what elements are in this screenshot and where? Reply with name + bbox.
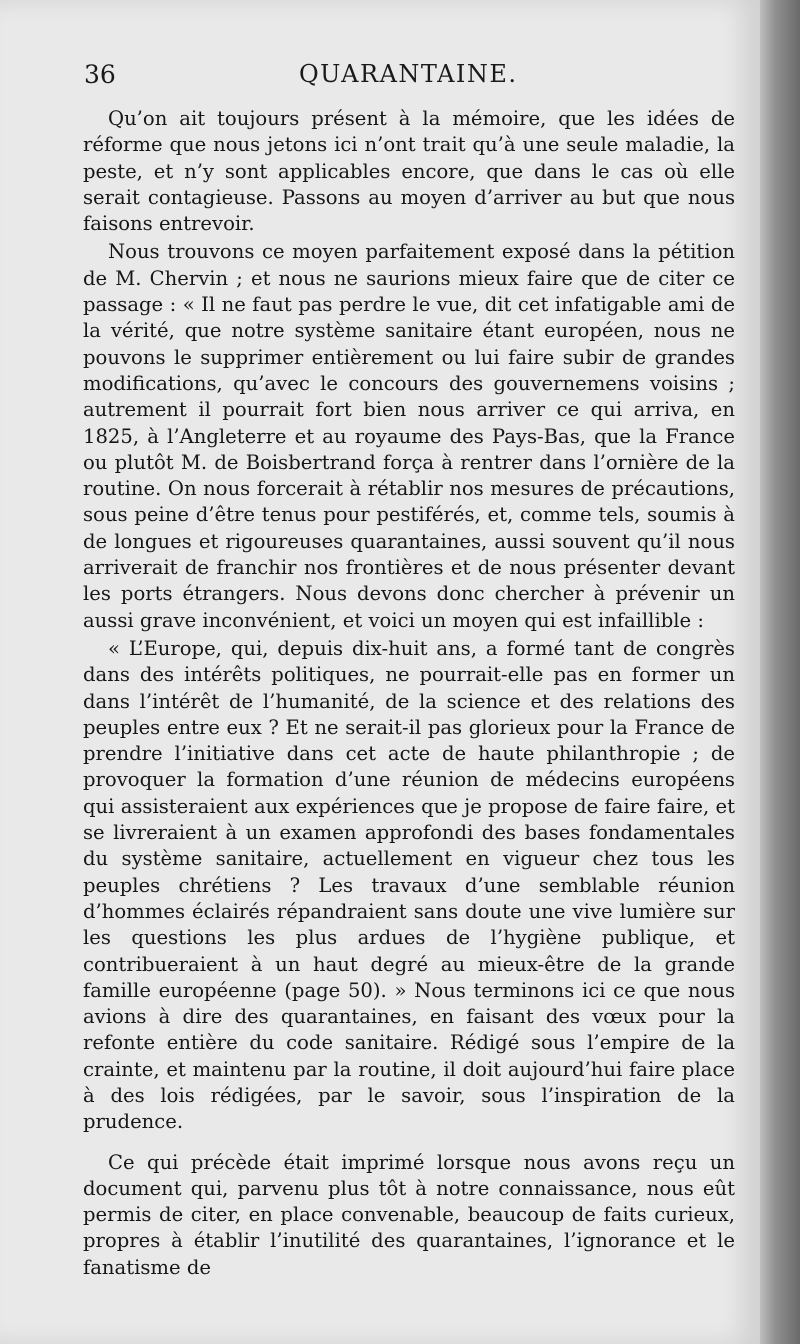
page-gutter	[760, 0, 800, 1344]
running-title: QUARANTAINE.	[299, 60, 518, 88]
body-text	[83, 106, 735, 1281]
paragraph: Nous trouvons ce moyen parfaitement exposé dans la pétition de M. Chervin ; et nous ne saurions mieux faire que de citer ce passage : « Il ne faut pas perdre le vue, dit cet infatigable ami de la vérité, que notre système sanitaire étant européen, nous ne pouvons le supprimer entièrement ou lui faire subir de grandes modifications, qu’avec le concours des gouvernemens voisins ; autrement il pourrait fort bien nous arriver ce qui arriva, en 1825, à l’Angleterre et au royaume des Pays-Bas, que la France ou plutôt M. de Boisbertrand força à rentrer dans l’ornière de la routine. On nous forcerait à rétablir nos mesures de précautions, sous peine d’être tenus pour pestiférés, et, comme tels, soumis à de longues et rigoureuses quarantaines, aussi souvent qu’il nous arriverait de franchir nos frontières et de nous présenter devant les ports étrangers. Nous devons donc chercher à prévenir un aussi grave inconvénient, et voici un moyen qui est infaillible :	[83, 240, 735, 632]
page-header	[84, 60, 720, 94]
paragraph: Qu’on ait toujours présent à la mémoire, que les idées de réforme que nous jetons ici n’ont trait qu’à une seule maladie, la peste, et n’y sont applicables encore, que dans le cas où elle serait contagieuse. Passons au moyen d’arriver au but que nous faisons entrevoir.	[83, 107, 735, 236]
paragraph: Ce qui précède était imprimé lorsque nous avons reçu un document qui, parvenu plus tôt à notre connaissance, nous eût permis de citer, en place convenable, beaucoup de faits curieux, propres à établir l’inutilité des quarantaines, l’ignorance et le fanatisme de	[83, 1150, 735, 1279]
paragraph: « L’Europe, qui, depuis dix-huit ans, a formé tant de congrès dans des intérêts politiques, ne pourrait-elle pas en former un dans l’intérêt de l’humanité, de la science et des relations des peuples entre eux ? Et ne serait-il pas glorieux pour la France de prendre l’initiative dans cet acte de haute philanthropie ; de provoquer la formation d’une réunion de médecins européens qui assisteraient aux expériences que je propose de faire faire, et se livreraient à un examen approfondi des bases fondamentales du système sanitaire, actuellement en vigueur chez tous les peuples chrétiens ? Les travaux d’une semblable réunion d’hommes éclairés répandraient sans doute une vive lumière sur les questions les plus ardues de l’hygiène publique, et contribueraient à un haut degré au mieux-être de la grande famille européenne (page 50). » Nous terminons ici ce que nous avions à dire des quarantaines, en faisant des vœux pour la refonte entière du code sanitaire. Rédigé sous l’empire de la crainte, et maintenu par la routine, il doit aujourd’hui faire place à des lois rédigées, par le savoir, sous l’inspiration de la prudence.	[83, 636, 735, 1134]
page-number: 36	[84, 60, 116, 89]
